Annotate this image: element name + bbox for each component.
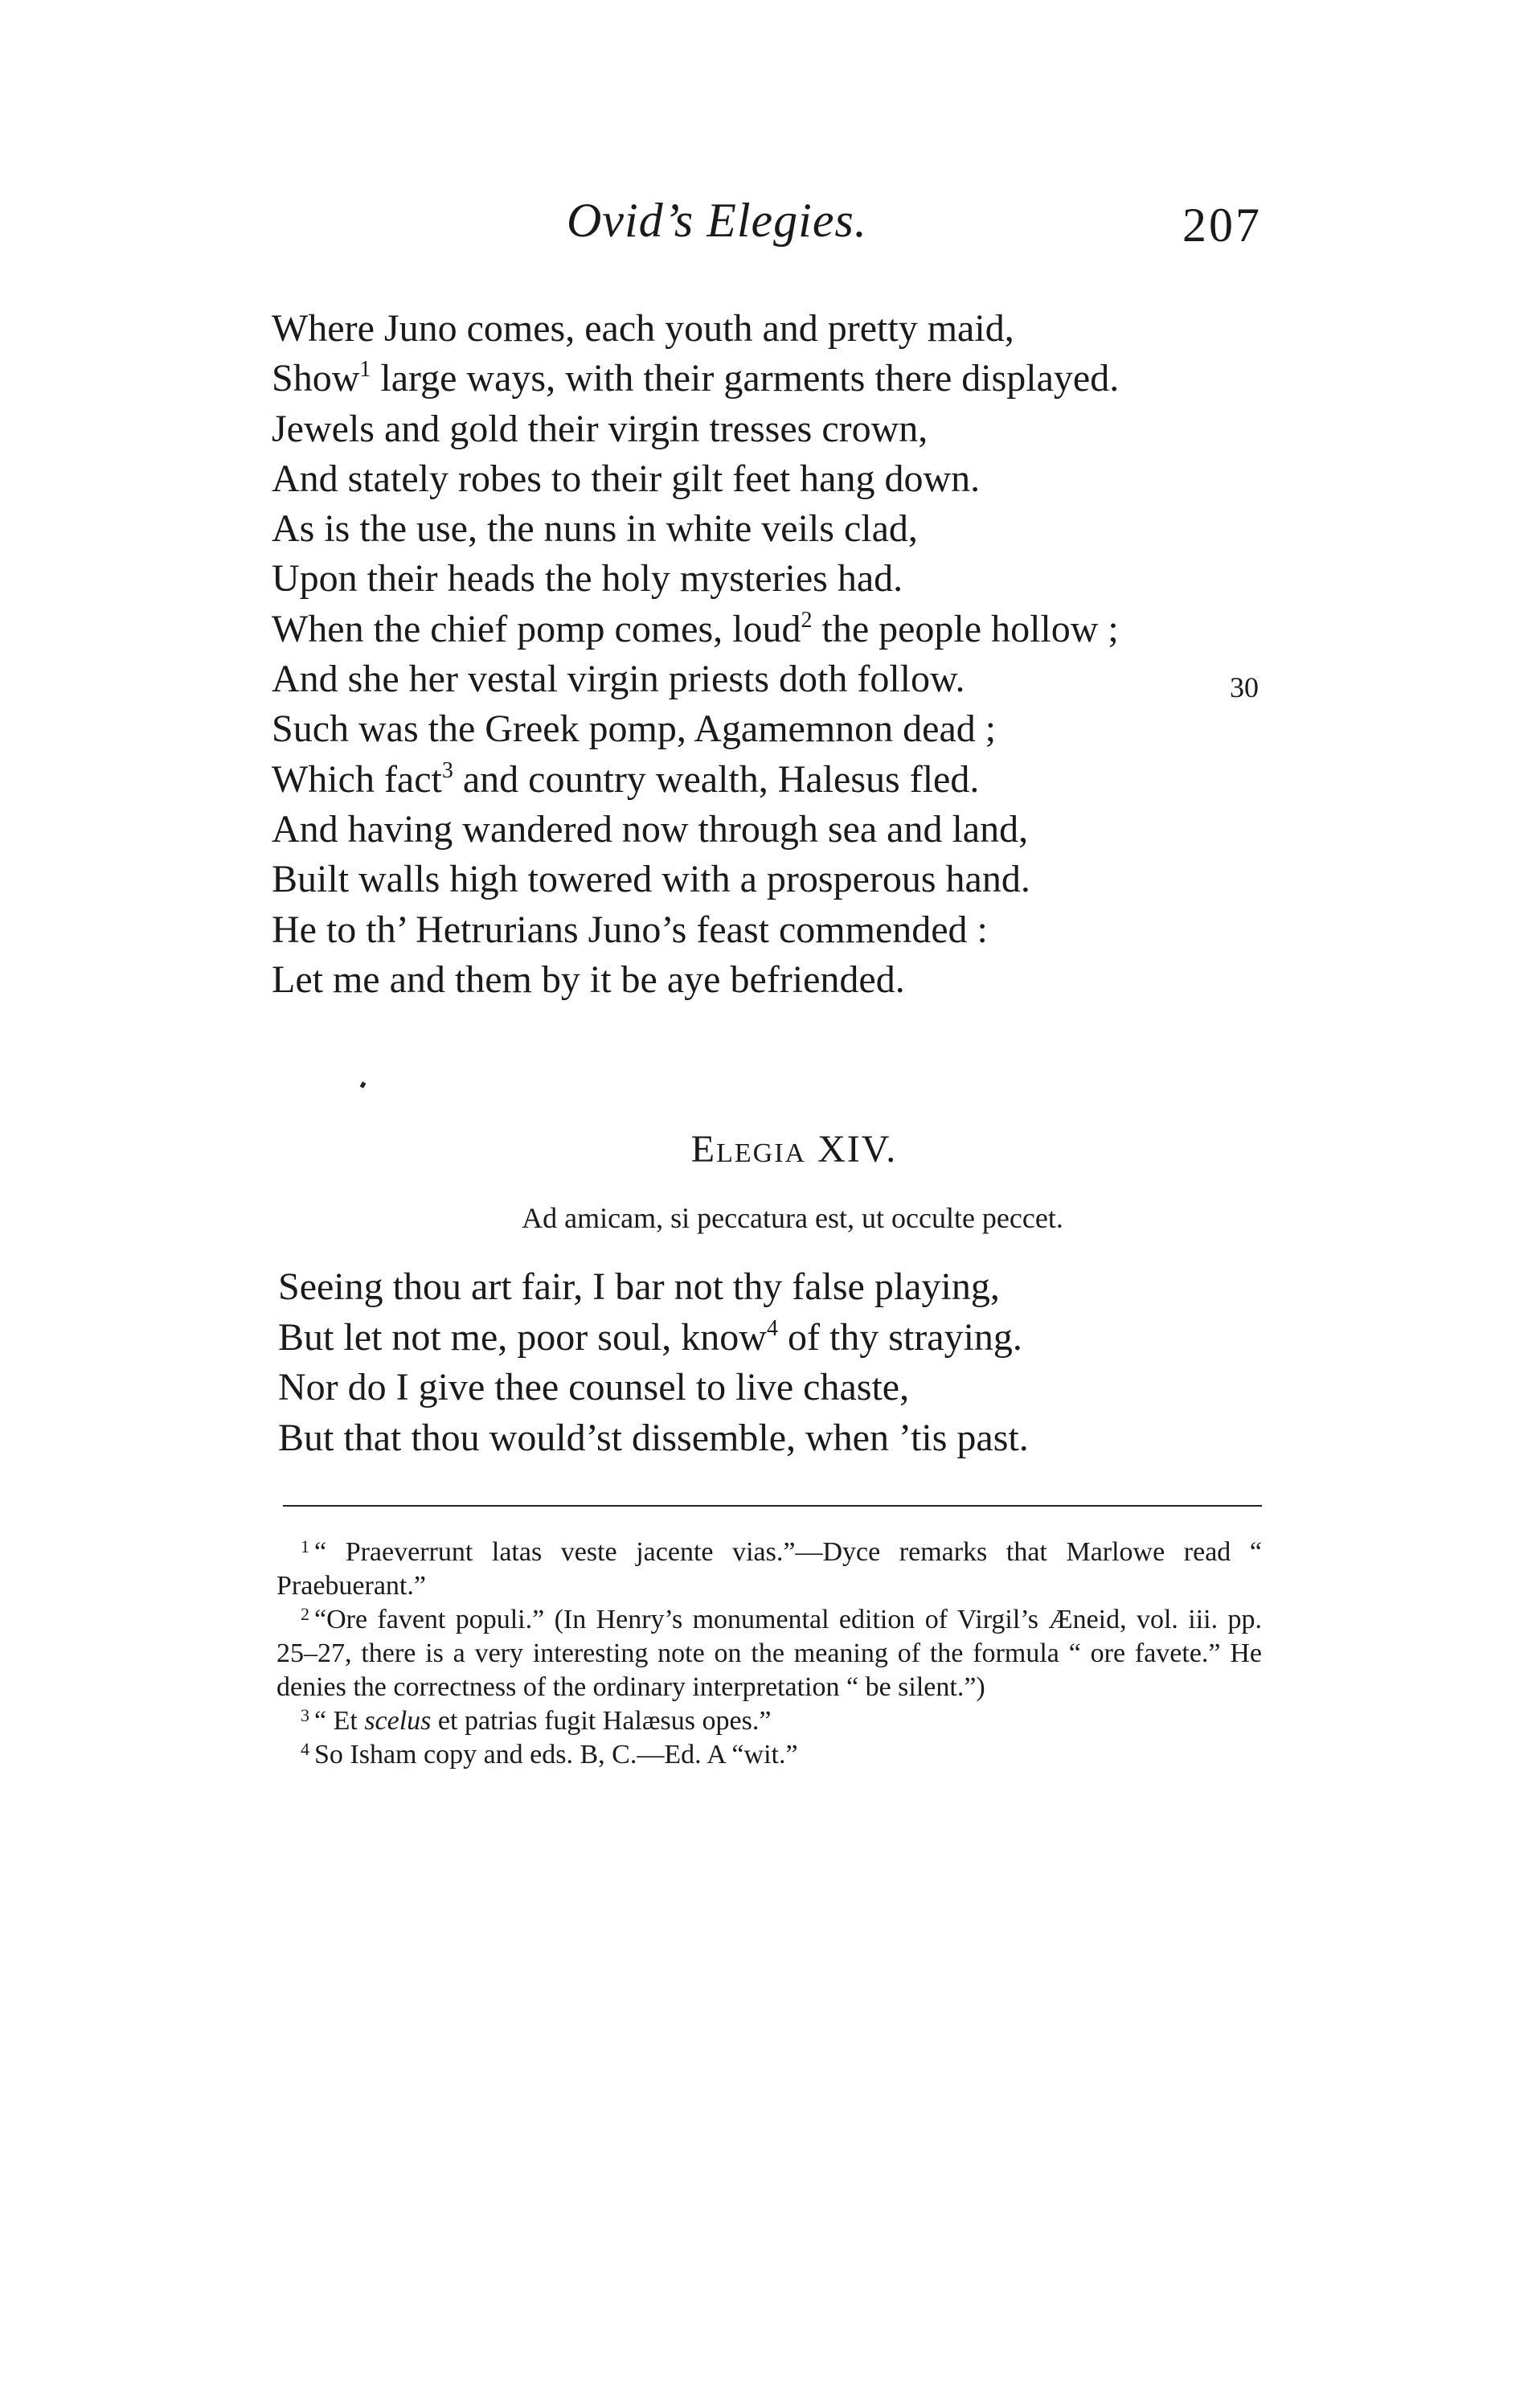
verse-stanza-2: [278, 1262, 1243, 1463]
verse-line: Upon their heads the holy mysteries had.: [272, 557, 903, 601]
footnote-ref: 1: [359, 357, 371, 383]
verse-line: Where Juno comes, each youth and pretty maid,: [272, 307, 1014, 350]
section-subtitle: Ad amicam, si peccatura est, ut occulte peccet.: [522, 1202, 1063, 1234]
verse-stanza-1: [272, 304, 1268, 1005]
verse-line: Which fact$^3$ and country wealth, Halesus fled.: [272, 757, 980, 801]
footnote-ref: 4: [766, 1315, 778, 1341]
line-number: 30: [1230, 671, 1259, 704]
page-number: 207: [1182, 199, 1262, 252]
verse-line: But that thou would’st dissemble, when ’tis past.: [278, 1416, 1029, 1459]
footnote: $^2$ “Ore favent populi.” (In Henry’s monumental edition of Virgil’s Æneid, vol. iii. pp. 25–27, there is a very interesting note on the meaning of the formula “ ore favete.” He denies the correctness of the ordinary interpretation “ be silent.”): [276, 1604, 1262, 1702]
footnote: $^4$ So Isham copy and eds. B, C.—Ed. A “wit.”: [301, 1739, 798, 1770]
footnote: $^1$ “ Praeverrunt latas veste jacente vias.”—Dyce remarks that Marlowe read “ Praebuerant.”: [276, 1536, 1262, 1601]
verse-line: And stately robes to their gilt feet hang down.: [272, 457, 981, 500]
verse-line: Such was the Greek pomp, Agamemnon dead ;: [272, 707, 997, 751]
verse-line: Seeing thou art fair, I bar not thy false playing,: [278, 1265, 1000, 1308]
verse-line: Show$^1$ large ways, with their garments there displayed.: [272, 357, 1120, 400]
footnote-divider: [283, 1505, 1262, 1507]
ink-speck: [360, 1081, 367, 1089]
footnotes: [276, 1536, 1262, 1772]
running-title: Ovid’s Elegies.: [567, 194, 867, 247]
verse-line: As is the use, the nuns in white veils clad,: [272, 507, 918, 551]
verse-line: Let me and them by it be aye befriended.: [272, 958, 905, 1001]
page-header: [273, 193, 1262, 289]
verse-line: When the chief pomp comes, loud$^2$ the people hollow ;: [272, 607, 1119, 650]
verse-line: But let not me, poor soul, know$^4$ of thy straying.: [278, 1315, 1022, 1359]
section-title: Elegia XIV.: [690, 1128, 898, 1171]
verse-line: Nor do I give thee counsel to live chaste,: [278, 1366, 910, 1409]
footnote-ref: 3: [441, 757, 453, 783]
verse-line: Jewels and gold their virgin tresses crown,: [272, 407, 928, 450]
footnote-ref: 2: [801, 607, 813, 633]
verse-line: And she her vestal virgin priests doth follow. 30: [272, 654, 1268, 704]
footnote: $^3$ “ Et scelus et patrias fugit Halæsus opes.”: [301, 1705, 772, 1736]
verse-line: And having wandered now through sea and land,: [272, 807, 1029, 851]
verse-line: Built walls high towered with a prosperous hand.: [272, 858, 1030, 901]
verse-line: He to th’ Hetrurians Juno’s feast commended :: [272, 908, 988, 951]
